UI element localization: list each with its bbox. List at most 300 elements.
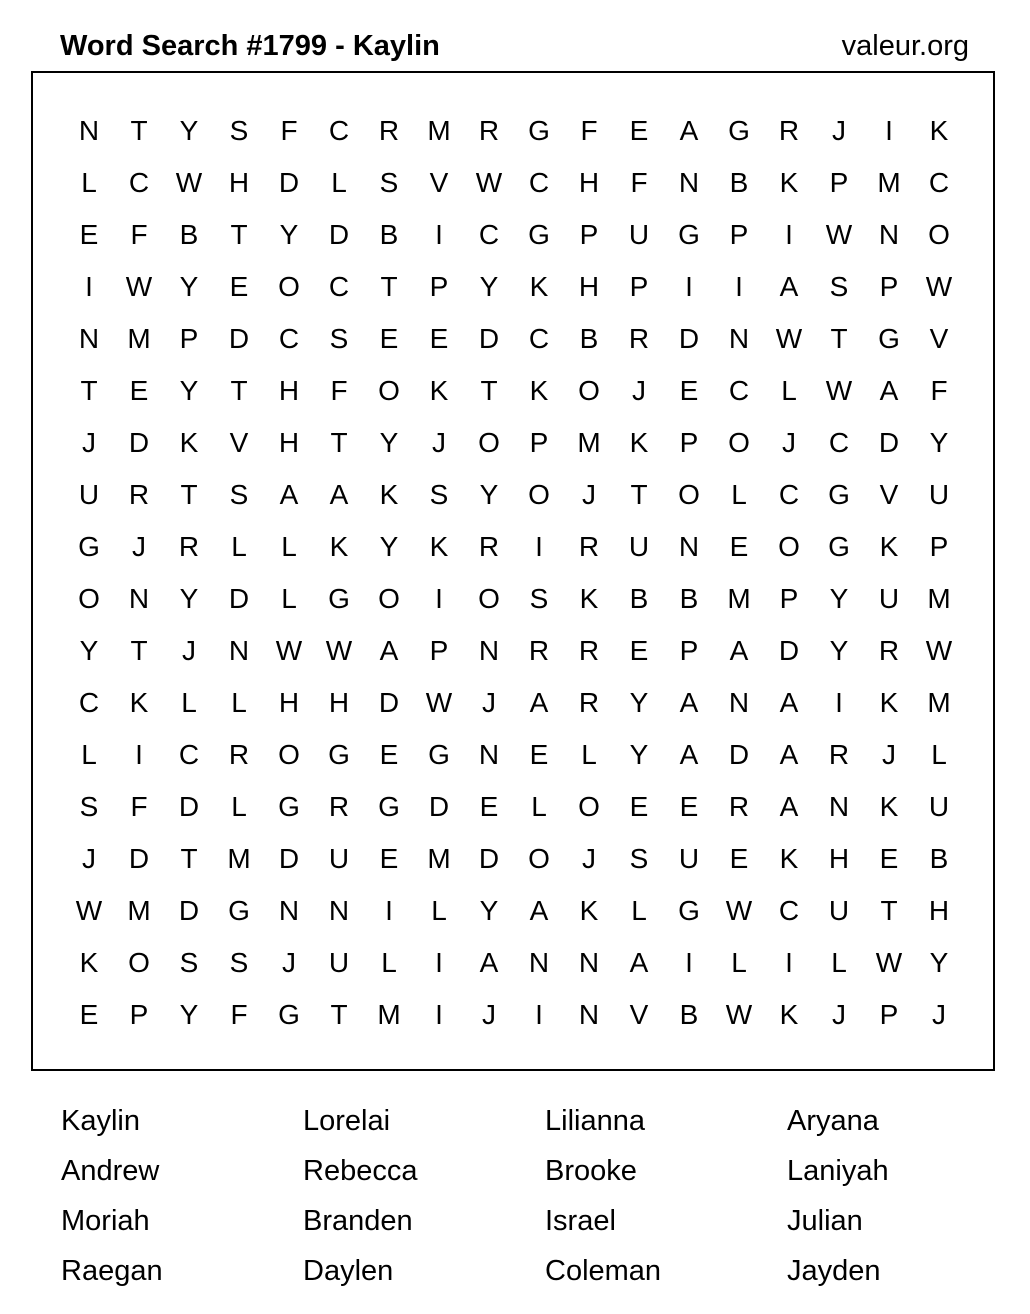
grid-cell: K — [329, 531, 349, 562]
grid-cell: A — [779, 687, 799, 718]
grid-cell: S — [379, 167, 399, 198]
grid-cell: A — [729, 635, 749, 666]
word-list-item: Jayden — [787, 1255, 881, 1287]
grid-cell: N — [728, 323, 750, 354]
grid-cell: K — [529, 271, 549, 302]
word-list-item: Branden — [303, 1205, 413, 1237]
word-list-item: Brooke — [545, 1155, 637, 1187]
grid-cell: J — [932, 999, 946, 1030]
grid-cell: A — [629, 947, 649, 978]
grid-cell: U — [328, 843, 350, 874]
grid-cell: H — [278, 375, 300, 406]
grid-cell: L — [431, 895, 447, 926]
grid-cell: I — [435, 947, 443, 978]
grid-cell: U — [828, 895, 850, 926]
grid-cell: T — [230, 375, 248, 406]
grid-cell: Y — [829, 583, 849, 614]
grid-cell: W — [475, 167, 503, 198]
grid-cell: R — [228, 739, 250, 770]
grid-cell: D — [228, 583, 250, 614]
grid-cell: J — [182, 635, 196, 666]
grid-cell: G — [728, 115, 750, 146]
grid-cell: K — [529, 375, 549, 406]
grid-cell: Y — [179, 375, 199, 406]
grid-cell: M — [377, 999, 401, 1030]
word-list-item: Andrew — [61, 1155, 160, 1187]
grid-cell: W — [125, 271, 153, 302]
grid-cell: R — [578, 687, 600, 718]
grid-cell: L — [581, 739, 597, 770]
grid-cell: N — [78, 115, 100, 146]
grid-cell: I — [685, 947, 693, 978]
grid-cell: H — [278, 687, 300, 718]
grid-cell: D — [678, 323, 700, 354]
grid-cell: K — [779, 999, 799, 1030]
grid-cell: L — [181, 687, 197, 718]
grid-cell: K — [379, 479, 399, 510]
grid-cell: I — [435, 583, 443, 614]
grid-cell: O — [378, 375, 400, 406]
grid-cell: G — [528, 115, 550, 146]
grid-cell: N — [78, 323, 100, 354]
grid-cell: E — [679, 791, 699, 822]
grid-cell: A — [679, 687, 699, 718]
grid-cell: N — [478, 739, 500, 770]
grid-cell: D — [878, 427, 900, 458]
grid-cell: E — [379, 843, 399, 874]
word-list-item: Julian — [787, 1205, 863, 1237]
grid-cell: H — [578, 167, 600, 198]
grid-cell: N — [578, 947, 600, 978]
grid-cell: D — [278, 843, 300, 874]
grid-cell: I — [435, 219, 443, 250]
grid-cell: D — [478, 323, 500, 354]
grid-cell: G — [428, 739, 450, 770]
grid-cell: P — [879, 271, 899, 302]
grid-cell: G — [678, 219, 700, 250]
grid-cell: L — [731, 947, 747, 978]
grid-cell: L — [281, 583, 297, 614]
grid-cell: B — [179, 219, 199, 250]
grid-cell: U — [628, 219, 650, 250]
grid-cell: N — [828, 791, 850, 822]
grid-cell: L — [381, 947, 397, 978]
grid-cell: R — [178, 531, 200, 562]
grid-cell: N — [878, 219, 900, 250]
grid-cell: F — [630, 167, 648, 198]
grid-cell: K — [879, 791, 899, 822]
grid-cell: R — [478, 115, 500, 146]
grid-cell: O — [778, 531, 800, 562]
grid-cell: E — [679, 375, 699, 406]
grid-cell: D — [478, 843, 500, 874]
grid-cell: A — [529, 687, 549, 718]
grid-cell: I — [135, 739, 143, 770]
grid-cell: P — [129, 999, 149, 1030]
grid-cell: V — [879, 479, 899, 510]
grid-cell: W — [825, 219, 853, 250]
grid-cell: E — [629, 115, 649, 146]
grid-cell: D — [128, 427, 150, 458]
grid-cell: E — [79, 219, 99, 250]
grid-cell: E — [379, 323, 399, 354]
grid-cell: J — [482, 687, 496, 718]
grid-cell: N — [728, 687, 750, 718]
grid-cell: T — [180, 843, 198, 874]
grid-cell: A — [279, 479, 299, 510]
grid-cell: C — [778, 895, 800, 926]
grid-cell: P — [779, 583, 799, 614]
grid-cell: T — [480, 375, 498, 406]
grid-cell: J — [132, 531, 146, 562]
grid-cell: H — [578, 271, 600, 302]
grid-cell: W — [875, 947, 903, 978]
grid-cell: G — [878, 323, 900, 354]
grid-cell: D — [778, 635, 800, 666]
grid-cell: K — [579, 583, 599, 614]
grid-cell: L — [831, 947, 847, 978]
grid-cell: W — [425, 687, 453, 718]
grid-cell: I — [735, 271, 743, 302]
grid-cell: L — [631, 895, 647, 926]
grid-cell: R — [378, 115, 400, 146]
grid-cell: G — [378, 791, 400, 822]
grid-cell: E — [379, 739, 399, 770]
grid-cell: T — [330, 427, 348, 458]
grid-cell: W — [925, 271, 953, 302]
grid-cell: T — [180, 479, 198, 510]
grid-cell: I — [535, 999, 543, 1030]
grid-cell: K — [579, 895, 599, 926]
grid-cell: C — [328, 271, 350, 302]
grid-cell: C — [278, 323, 300, 354]
grid-cell: G — [328, 583, 350, 614]
grid-cell: C — [928, 167, 950, 198]
grid-cell: S — [179, 947, 199, 978]
grid-cell: M — [927, 687, 951, 718]
grid-cell: M — [427, 843, 451, 874]
grid-cell: E — [729, 531, 749, 562]
grid-cell: J — [82, 843, 96, 874]
grid-cell: Y — [479, 479, 499, 510]
word-list-item: Lorelai — [303, 1105, 391, 1137]
grid-cell: O — [378, 583, 400, 614]
grid-cell: T — [380, 271, 398, 302]
grid-cell: L — [81, 167, 97, 198]
grid-cell: Y — [629, 687, 649, 718]
grid-cell: N — [228, 635, 250, 666]
grid-cell: D — [228, 323, 250, 354]
grid-cell: B — [579, 323, 599, 354]
grid-cell: J — [832, 115, 846, 146]
grid-cell: J — [882, 739, 896, 770]
grid-cell: Y — [179, 115, 199, 146]
grid-cell: L — [231, 531, 247, 562]
grid-cell: K — [129, 687, 149, 718]
grid-cell: M — [927, 583, 951, 614]
grid-cell: T — [880, 895, 898, 926]
grid-cell: J — [482, 999, 496, 1030]
grid-cell: P — [679, 427, 699, 458]
grid-cell: P — [579, 219, 599, 250]
word-list-item: Israel — [545, 1205, 616, 1237]
grid-cell: O — [728, 427, 750, 458]
grid-cell: E — [729, 843, 749, 874]
grid-cell: Y — [179, 583, 199, 614]
grid-cell: O — [478, 583, 500, 614]
grid-cell: P — [829, 167, 849, 198]
word-list-item: Aryana — [787, 1105, 879, 1137]
grid-cell: O — [578, 791, 600, 822]
grid-cell: G — [278, 791, 300, 822]
grid-cell: G — [528, 219, 550, 250]
grid-cell: Y — [179, 999, 199, 1030]
grid-cell: R — [628, 323, 650, 354]
grid-cell: A — [679, 115, 699, 146]
grid-cell: S — [429, 479, 449, 510]
grid-cell: L — [931, 739, 947, 770]
grid-cell: E — [229, 271, 249, 302]
grid-cell: K — [429, 531, 449, 562]
grid-cell: I — [535, 531, 543, 562]
grid-cell: H — [828, 843, 850, 874]
grid-cell: I — [685, 271, 693, 302]
grid-cell: C — [528, 167, 550, 198]
grid-cell: P — [929, 531, 949, 562]
grid-cell: E — [629, 635, 649, 666]
grid-cell: P — [429, 635, 449, 666]
word-list-item: Daylen — [303, 1255, 394, 1287]
grid-cell: T — [80, 375, 98, 406]
grid-cell: N — [478, 635, 500, 666]
grid-cell: T — [130, 635, 148, 666]
grid-cell: W — [175, 167, 203, 198]
grid-cell: F — [930, 375, 948, 406]
grid-cell: D — [328, 219, 350, 250]
grid-cell: S — [529, 583, 549, 614]
grid-cell: F — [130, 791, 148, 822]
grid-cell: O — [278, 739, 300, 770]
grid-cell: P — [179, 323, 199, 354]
grid-cell: I — [835, 687, 843, 718]
grid-cell: G — [828, 479, 850, 510]
grid-cell: E — [529, 739, 549, 770]
grid-cell: S — [629, 843, 649, 874]
grid-cell: U — [78, 479, 100, 510]
grid-cell: W — [825, 375, 853, 406]
grid-cell: V — [929, 323, 949, 354]
grid-cell: M — [227, 843, 251, 874]
grid-cell: G — [278, 999, 300, 1030]
grid-cell: B — [629, 583, 649, 614]
grid-cell: T — [130, 115, 148, 146]
letter-grid — [64, 105, 964, 1041]
grid-cell: U — [928, 479, 950, 510]
word-list-item: Laniyah — [787, 1155, 889, 1187]
grid-cell: J — [632, 375, 646, 406]
grid-cell: I — [85, 271, 93, 302]
grid-cell: E — [879, 843, 899, 874]
grid-cell: J — [432, 427, 446, 458]
grid-cell: H — [328, 687, 350, 718]
word-list-item: Kaylin — [61, 1105, 140, 1137]
grid-cell: V — [429, 167, 449, 198]
grid-cell: V — [629, 999, 649, 1030]
word-list-item: Moriah — [61, 1205, 150, 1237]
grid-cell: W — [925, 635, 953, 666]
grid-cell: Y — [829, 635, 849, 666]
grid-cell: I — [385, 895, 393, 926]
grid-cell: R — [578, 531, 600, 562]
grid-cell: S — [229, 479, 249, 510]
grid-cell: M — [127, 895, 151, 926]
grid-cell: W — [75, 895, 103, 926]
grid-cell: R — [528, 635, 550, 666]
grid-cell: W — [725, 999, 753, 1030]
grid-cell: F — [330, 375, 348, 406]
grid-cell: B — [929, 843, 949, 874]
grid-cell: P — [529, 427, 549, 458]
grid-cell: R — [778, 115, 800, 146]
grid-cell: L — [531, 791, 547, 822]
grid-cell: K — [879, 687, 899, 718]
grid-cell: L — [331, 167, 347, 198]
grid-cell: R — [578, 635, 600, 666]
grid-cell: D — [728, 739, 750, 770]
grid-cell: S — [229, 115, 249, 146]
grid-cell: F — [130, 219, 148, 250]
grid-cell: N — [528, 947, 550, 978]
grid-cell: P — [879, 999, 899, 1030]
grid-cell: W — [725, 895, 753, 926]
grid-cell: U — [878, 583, 900, 614]
grid-cell: K — [879, 531, 899, 562]
grid-cell: Y — [479, 895, 499, 926]
grid-cell: O — [78, 583, 100, 614]
grid-cell: P — [429, 271, 449, 302]
grid-cell: C — [128, 167, 150, 198]
grid-cell: K — [79, 947, 99, 978]
grid-cell: P — [729, 219, 749, 250]
grid-cell: G — [328, 739, 350, 770]
grid-cell: Y — [279, 219, 299, 250]
grid-cell: A — [779, 271, 799, 302]
grid-cell: C — [728, 375, 750, 406]
grid-cell: G — [78, 531, 100, 562]
grid-cell: D — [178, 791, 200, 822]
grid-cell: Y — [929, 947, 949, 978]
grid-cell: K — [779, 843, 799, 874]
grid-cell: S — [829, 271, 849, 302]
grid-cell: B — [729, 167, 749, 198]
grid-cell: M — [127, 323, 151, 354]
grid-cell: R — [328, 791, 350, 822]
grid-cell: K — [629, 427, 649, 458]
grid-cell: O — [278, 271, 300, 302]
word-list — [61, 1097, 1029, 1297]
grid-cell: T — [630, 479, 648, 510]
word-list-item: Lilianna — [545, 1105, 645, 1137]
grid-cell: S — [229, 947, 249, 978]
grid-cell: L — [281, 531, 297, 562]
grid-cell: P — [629, 271, 649, 302]
word-list-item: Coleman — [545, 1255, 662, 1287]
grid-cell: M — [427, 115, 451, 146]
grid-cell: N — [278, 895, 300, 926]
grid-cell: F — [580, 115, 598, 146]
grid-cell: Y — [179, 271, 199, 302]
grid-cell: L — [781, 375, 797, 406]
grid-cell: M — [877, 167, 901, 198]
grid-cell: L — [231, 791, 247, 822]
grid-cell: F — [230, 999, 248, 1030]
grid-cell: K — [179, 427, 199, 458]
grid-cell: N — [328, 895, 350, 926]
grid-cell: T — [830, 323, 848, 354]
grid-cell: W — [275, 635, 303, 666]
grid-cell: J — [282, 947, 296, 978]
grid-cell: R — [728, 791, 750, 822]
grid-cell: R — [128, 479, 150, 510]
grid-cell: E — [629, 791, 649, 822]
grid-cell: A — [329, 479, 349, 510]
grid-cell: C — [528, 323, 550, 354]
grid-cell: O — [128, 947, 150, 978]
grid-cell: A — [529, 895, 549, 926]
grid-cell: D — [278, 167, 300, 198]
grid-cell: Y — [629, 739, 649, 770]
grid-cell: N — [678, 531, 700, 562]
grid-cell: V — [229, 427, 249, 458]
grid-cell: Y — [379, 531, 399, 562]
puzzle-title: Word Search #1799 - Kaylin — [60, 30, 440, 62]
grid-cell: E — [79, 999, 99, 1030]
grid-cell: O — [528, 843, 550, 874]
grid-cell: O — [928, 219, 950, 250]
grid-cell: A — [379, 635, 399, 666]
grid-cell: M — [577, 427, 601, 458]
grid-cell: L — [731, 479, 747, 510]
grid-cell: R — [878, 635, 900, 666]
grid-cell: P — [679, 635, 699, 666]
grid-cell: S — [329, 323, 349, 354]
grid-cell: C — [78, 687, 100, 718]
site-name: valeur.org — [841, 30, 969, 62]
grid-cell: O — [478, 427, 500, 458]
word-list-item: Raegan — [61, 1255, 163, 1287]
grid-cell: U — [928, 791, 950, 822]
grid-cell: D — [428, 791, 450, 822]
grid-cell: F — [280, 115, 298, 146]
grid-cell: A — [879, 375, 899, 406]
grid-cell: H — [928, 895, 950, 926]
grid-cell: O — [678, 479, 700, 510]
grid-cell: C — [828, 427, 850, 458]
grid-cell: B — [379, 219, 399, 250]
grid-cell: A — [779, 791, 799, 822]
grid-cell: D — [178, 895, 200, 926]
grid-cell: J — [832, 999, 846, 1030]
grid-cell: K — [429, 375, 449, 406]
grid-cell: I — [785, 947, 793, 978]
grid-cell: Y — [929, 427, 949, 458]
grid-cell: H — [278, 427, 300, 458]
grid-cell: J — [582, 479, 596, 510]
grid-cell: A — [779, 739, 799, 770]
grid-cell: Y — [79, 635, 99, 666]
grid-cell: I — [435, 999, 443, 1030]
grid-cell: Y — [379, 427, 399, 458]
